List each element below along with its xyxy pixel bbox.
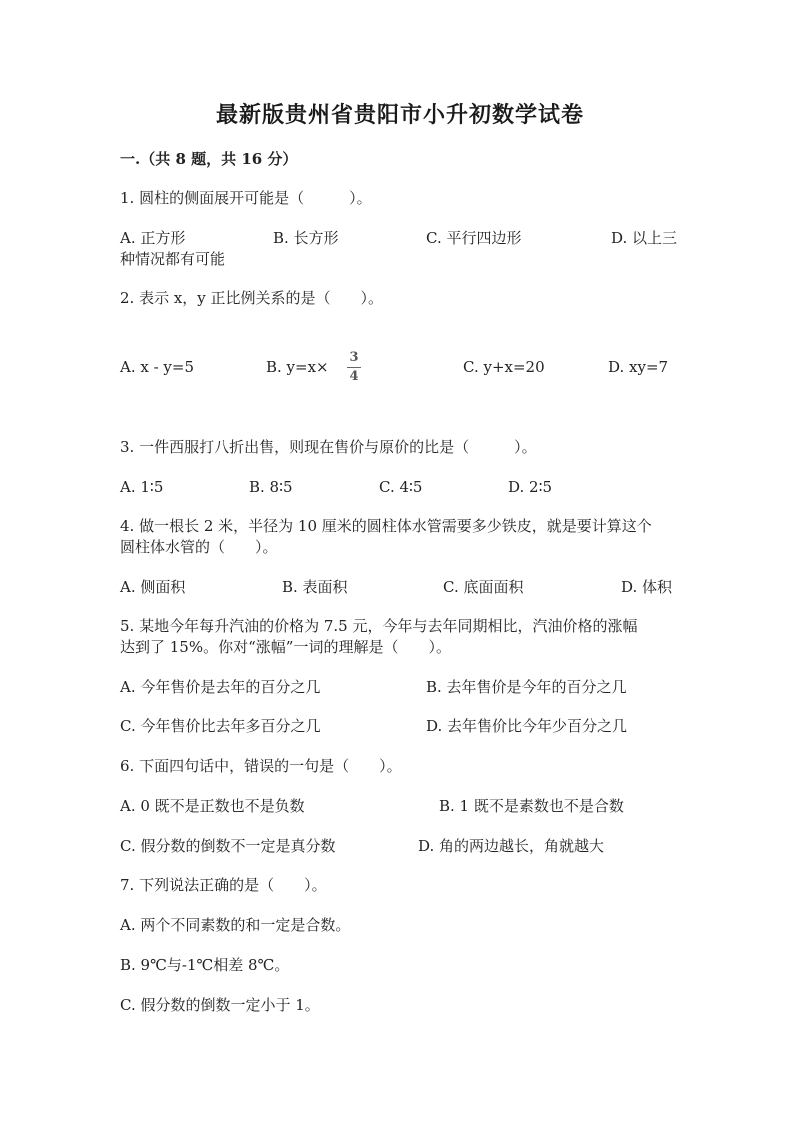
q4-option-a: A. 侧面积 <box>120 578 186 596</box>
q2-option-a: A. x - y=5 <box>120 358 195 376</box>
q1-option-a: A. 正方形 <box>120 229 186 247</box>
q3-option-c: C. 4∶5 <box>379 478 423 496</box>
q5-stem-continued: 达到了 15%。你对“涨幅”一词的理解是（ ）。 <box>120 638 451 656</box>
q2-option-b: B. y=x× <box>266 358 329 376</box>
q3-option-b: B. 8∶5 <box>249 478 293 496</box>
q1-stem: 1. 圆柱的侧面展开可能是（ ）。 <box>120 189 372 207</box>
q1-option-d-continued: 种情况都有可能 <box>120 250 226 268</box>
q4-stem: 4. 做一根长 2 米，半径为 10 厘米的圆柱体水管需要多少铁皮，就是要计算这个 <box>120 517 652 535</box>
q6-option-c: C. 假分数的倒数不一定是真分数 <box>120 837 336 855</box>
q3-stem: 3. 一件西服打八折出售，则现在售价与原价的比是（ ）。 <box>120 438 537 456</box>
q5-option-b: B. 去年售价是今年的百分之几 <box>426 678 627 696</box>
q7-option-c: C. 假分数的倒数一定小于 1。 <box>120 996 320 1014</box>
q2-option-d: D. xy=7 <box>608 358 669 376</box>
q6-option-d: D. 角的两边越长，角就越大 <box>418 837 605 855</box>
q1-option-b: B. 长方形 <box>273 229 339 247</box>
q6-option-a: A. 0 既不是正数也不是负数 <box>120 797 305 815</box>
q5-option-d: D. 去年售价比今年少百分之几 <box>426 717 628 735</box>
q4-option-b: B. 表面积 <box>282 578 348 596</box>
q6-option-b: B. 1 既不是素数也不是合数 <box>439 797 624 815</box>
q3-option-a: A. 1∶5 <box>120 478 164 496</box>
q4-stem-continued: 圆柱体水管的（ ）。 <box>120 538 278 556</box>
q7-option-b: B. 9℃与-1℃相差 8℃。 <box>120 956 290 974</box>
q3-option-d: D. 2∶5 <box>508 478 553 496</box>
fraction-denominator: 4 <box>349 369 359 384</box>
fraction-bar <box>347 367 361 368</box>
q1-option-c: C. 平行四边形 <box>426 229 522 247</box>
q7-option-a: A. 两个不同素数的和一定是合数。 <box>120 916 351 934</box>
section-heading: 一.（共 8 题，共 16 分） <box>120 150 298 168</box>
q7-stem: 7. 下列说法正确的是（ ）。 <box>120 876 327 894</box>
fraction-numerator: 3 <box>349 350 359 365</box>
q5-stem: 5. 某地今年每升汽油的价格为 7.5 元，今年与去年同期相比，汽油价格的涨幅 <box>120 617 638 635</box>
exam-title: 最新版贵州省贵阳市小升初数学试卷 <box>215 102 584 128</box>
q4-option-c: C. 底面面积 <box>443 578 524 596</box>
q5-option-c: C. 今年售价比去年多百分之几 <box>120 717 321 735</box>
q1-option-d: D. 以上三 <box>611 229 678 247</box>
q2-option-c: C. y+x=20 <box>463 358 545 376</box>
q5-option-a: A. 今年售价是去年的百分之几 <box>120 678 321 696</box>
q4-option-d: D. 体积 <box>621 578 673 596</box>
q2-fraction <box>346 351 362 384</box>
q6-stem: 6. 下面四句话中，错误的一句是（ ）。 <box>120 757 402 775</box>
q2-stem: 2. 表示 x，y 正比例关系的是（ ）。 <box>120 289 384 307</box>
